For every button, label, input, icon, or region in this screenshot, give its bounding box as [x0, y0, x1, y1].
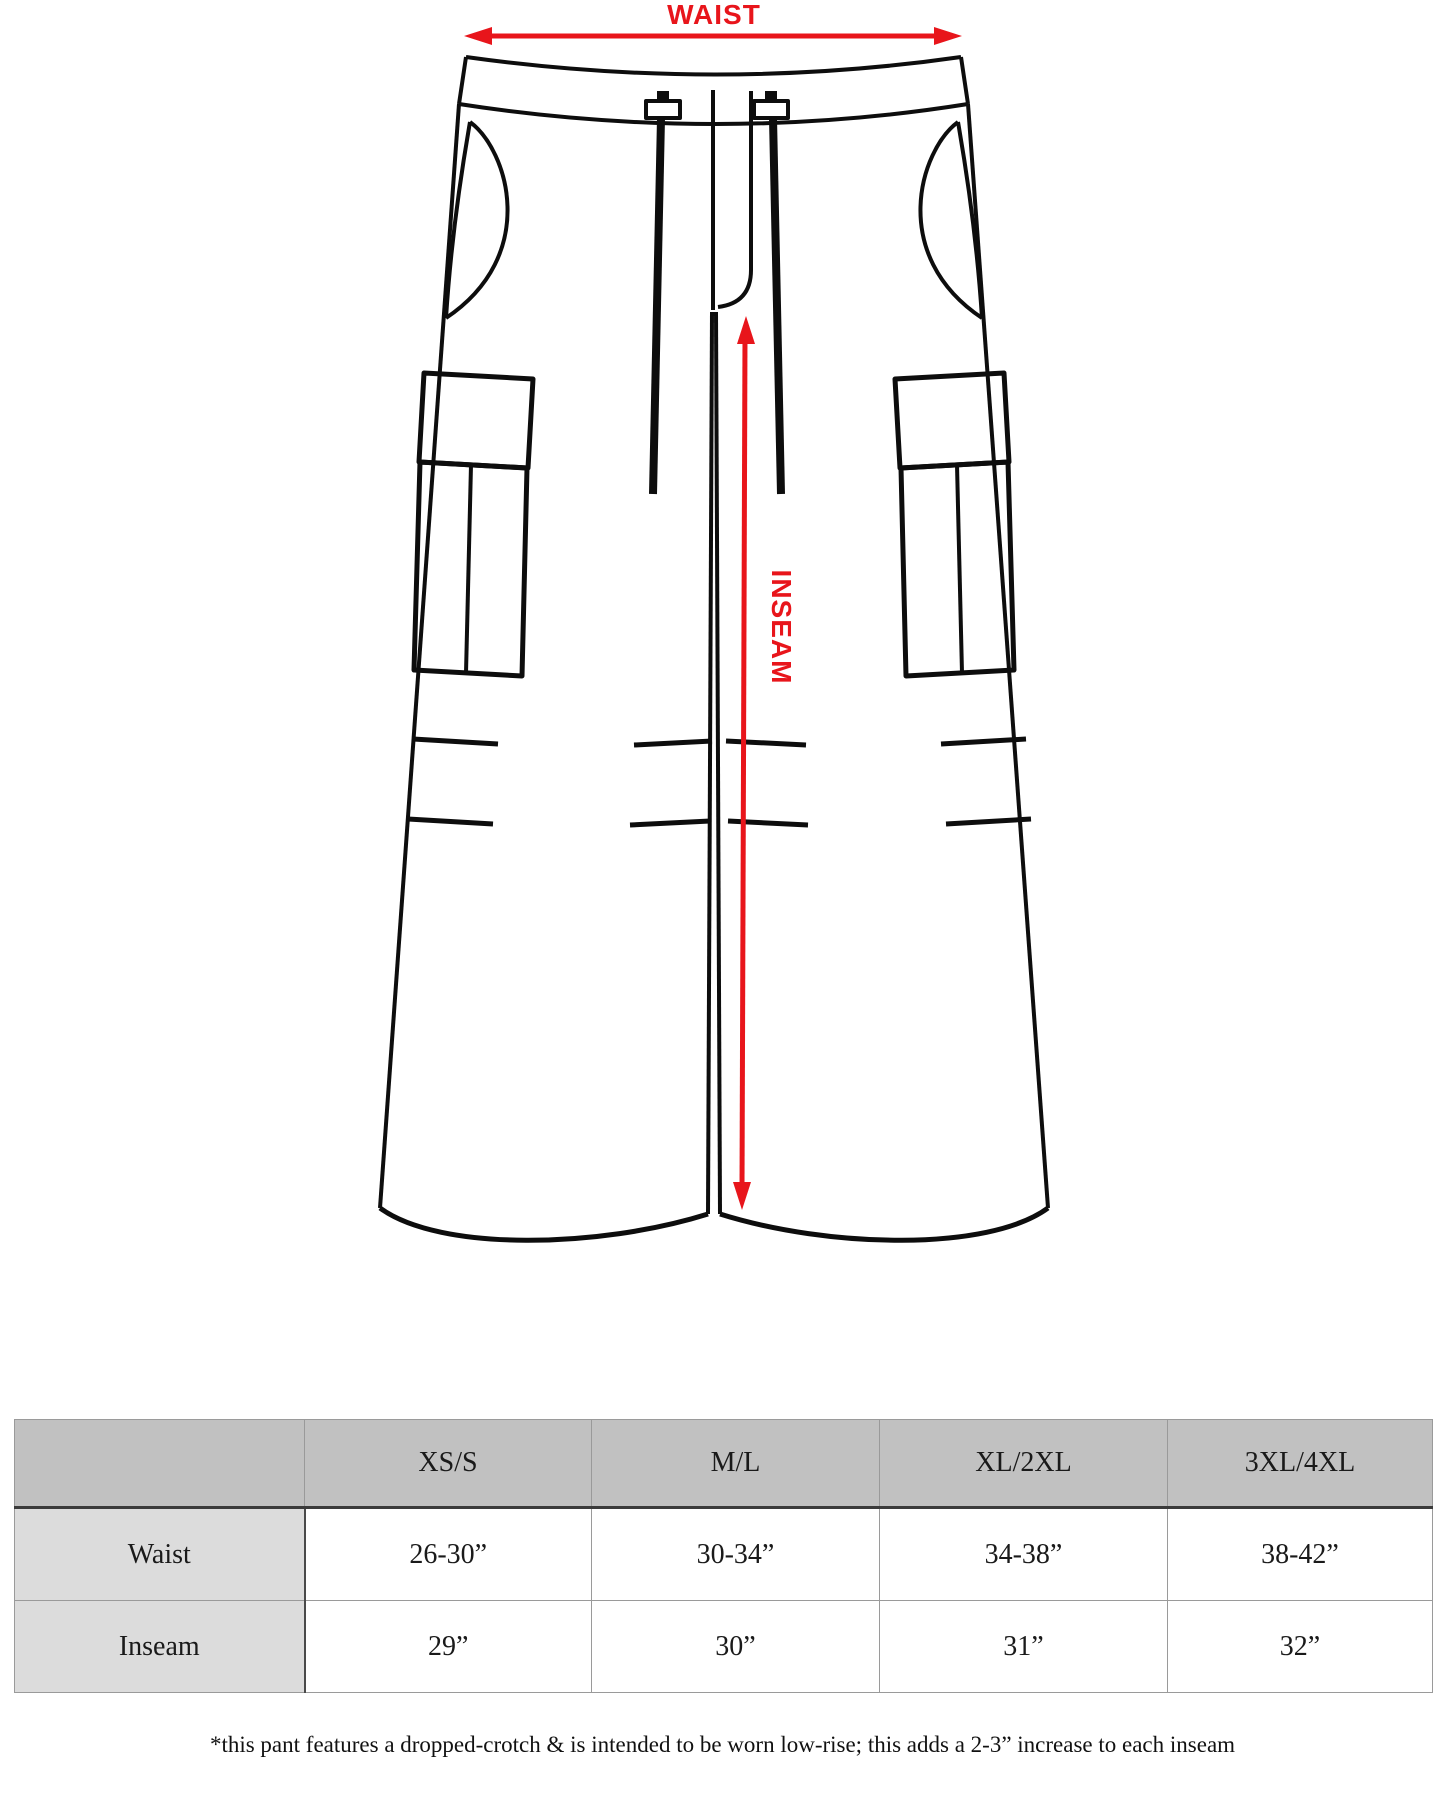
size-chart-table [14, 1419, 1433, 1693]
header-cell-xl-2xl: XL/2XL [880, 1420, 1168, 1508]
drawstring-right [754, 91, 788, 494]
inseam-label: INSEAM [766, 569, 797, 685]
waist-value-xs-s: 26-30” [305, 1508, 592, 1601]
waist-label: WAIST [667, 0, 761, 30]
cargo-pocket-left [414, 373, 533, 676]
drawstring-left [646, 91, 680, 494]
row-label-inseam: Inseam [15, 1601, 305, 1693]
waist-arrowhead-right [934, 27, 962, 45]
cargo-pocket-right [895, 373, 1014, 676]
waist-value-xl-2xl: 34-38” [880, 1508, 1168, 1601]
waist-value-m-l: 30-34” [592, 1508, 880, 1601]
inseam-value-3xl-4xl: 32” [1168, 1601, 1433, 1693]
inseam-value-m-l: 30” [592, 1601, 880, 1693]
inseam-value-xs-s: 29” [305, 1601, 592, 1693]
table-row-inseam [15, 1601, 1433, 1693]
size-chart-header-row [15, 1420, 1433, 1508]
waist-arrowhead-left [464, 27, 492, 45]
row-label-waist: Waist [15, 1508, 305, 1601]
header-cell-xs-s: XS/S [305, 1420, 592, 1508]
header-cell-3xl-4xl: 3XL/4XL [1168, 1420, 1433, 1508]
header-cell-m-l: M/L [592, 1420, 880, 1508]
header-cell-empty [15, 1420, 305, 1508]
inseam-measure-arrow [733, 316, 797, 1210]
waist-measure-arrow [464, 0, 962, 45]
fit-footnote: *this pant features a dropped-crotch & is intended to be worn low-rise; this adds a 2-3” increase to each inseam [209, 1732, 1236, 1757]
inseam-arrowhead-bottom [733, 1182, 751, 1210]
table-row-waist [15, 1508, 1433, 1601]
inseam-value-xl-2xl: 31” [880, 1601, 1168, 1693]
waist-value-3xl-4xl: 38-42” [1168, 1508, 1433, 1601]
inseam-arrowhead-top [737, 316, 755, 344]
